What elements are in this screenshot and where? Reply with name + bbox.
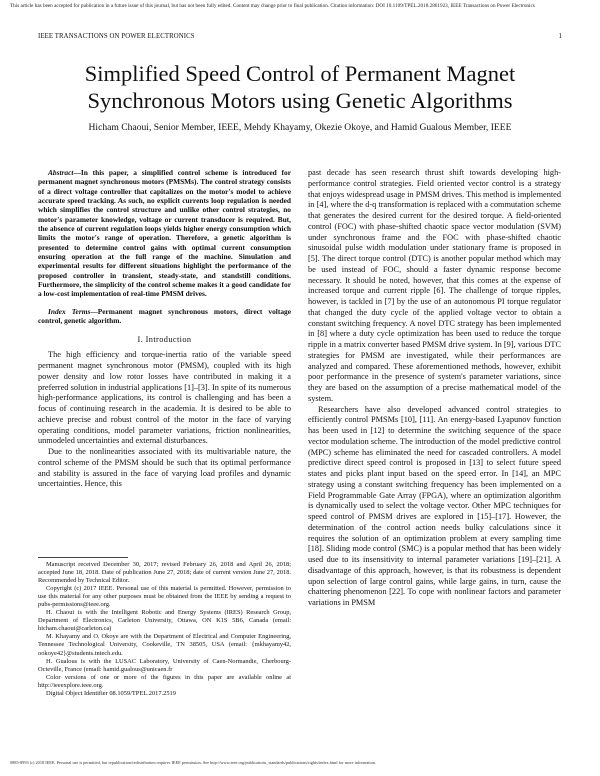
footnote: H. Chaoui is with the Intelligent Robotic and Energy Systems (IRES) Research Group, Department of Electronics, Carleton University, Ottawa, ON K1S 5B6, Canada (email: hicham.chaoui@carleton.ca) bbox=[38, 609, 291, 633]
author-list: Hicham Chaoui, Senior Member, IEEE, Mehdy Khayamy, Okezie Okoye, and Hamid Gualous Member, IEEE bbox=[88, 122, 512, 133]
abstract bbox=[38, 168, 291, 299]
abstract-label: Abstract bbox=[48, 168, 74, 177]
left-column bbox=[38, 168, 291, 490]
right-column bbox=[308, 168, 561, 609]
footnote: H. Gualous is with the LUSAC Laboratory, University of Caen-Normandie, Cherbourg-Octeville, France (email: hamid.gualous@unicaen.fr bbox=[38, 657, 291, 673]
running-head bbox=[38, 33, 562, 43]
paper-title: Simplified Speed Control of Permanent Magnet Synchronous Motors using Genetic Algorithms bbox=[84, 61, 516, 113]
footnote: Digital Object Identifier 08.1059/TPEL.2017.2519 bbox=[46, 689, 176, 697]
body-paragraph: Due to the nonlinearities associated with its multivariable nature, the control scheme of the PMSM should be such that its optimal performance and stability is assured in the face of varying load profiles and dynamic uncertainties. Hence, this bbox=[38, 447, 291, 489]
journal-name: IEEE TRANSACTIONS ON POWER ELECTRONICS bbox=[38, 33, 195, 40]
body-paragraph: Researchers have also developed advanced control strategies to efficiently control PMSMs [10], [11]. An energy-based Lyapunov function has been used in [12] to determine the switching sequence of the space vector modulation scheme. The introduction of the model predictive control (MPC) scheme has eliminated the need for cascaded controllers. A model predictive direct speed control is proposed in [13] to select future speed states and picks plant input based on the speed error. In [14], an MPC strategy using a constant switching frequency has been implemented on a Field Programmable Gate Array (FPGA), where an optimization algorithm is dynamically used to select the voltage vector. Other MPC techniques for speed control of PMSM drives are explored in [15]–[17]. However, the determination of the control action needs bulky calculations since it requires the solution of an optimization problem at every sampling time [18]. Sliding mode control (SMC) is a popular method that has been widely used due to its insensitivity to internal parameter variations [19]–[21]. A disadvantage of this approach, however, is that its robustness is dependent upon selection of large control gains, while large gains, in turn, cause the chattering phenomenon [22]. To cope with nonlinear factors and parameter variations in PMSM bbox=[308, 404, 561, 607]
section-heading: I. Introduction bbox=[137, 334, 192, 344]
body-paragraph: The high efficiency and torque-inertia ratio of the variable speed permanent magnet synchronous motor (PMSM), coupled with its high power density and low rotor losses have contributed in making it a preferred solution in industrial applications [1]–[3]. In spite of its numerous high-performance applications, its control is challenging and has been a focus of continuing research in the academia. It is desired to be able to achieve precise and robust control of the motor in the face of varying operating conditions, model parameter variations, friction nonlinearities, unmodeled uncertainties and external disturbances. bbox=[38, 350, 291, 446]
abstract-text: —In this paper, a simplified control scheme is introduced for permanent magnet synchronous motors (PMSMs). The control strategy consists of a direct voltage controller that capitalizes on the motor's model to achieve accurate speed tracking. As such, no explicit currents loop regulation is needed which simplifies the control structure and unlike other control strategies, no motor's parameter knowledge, voltage or current transducer is required. But, the absence of current regulation loops yields higher energy consumption which limits the motor's range of operation. Therefore, a genetic algorithm is presented to determine control gains with optimal current consumption ensuring operation at the full range of the machine. Simulation and experimental results for different situations highlight the performance of the proposed controller in transient, steady-state, and standstill conditions. Furthermore, the simplicity of the control scheme makes it a good candidate for a low-cost implementation of real-time PMSM drives. bbox=[38, 168, 291, 299]
footnote: M. Khayamy and O. Okoye are with the Department of Electrical and Computer Engineering, Tennessee Technological University, Cookeville, TN 38505, USA (email: {mkhayamy42, ookoye42}@students.tntech.edu. bbox=[38, 633, 291, 657]
index-terms-text: —Permanent magnet synchronous motors, direct voltage control, genetic algorithm. bbox=[38, 306, 291, 326]
footnote-rule bbox=[38, 557, 128, 558]
footnote: Color versions of one or more of the figures in this paper are available online at http://ieeexplore.ieee.org. bbox=[38, 673, 291, 689]
body-paragraph: past decade has seen research thrust shift towards developing high-performance control strategies. Field oriented vector control is a strategy that enjoys widespread usage in PMSM drives. This method is implemented in [4], where the d-q transformation is replaced with a commutation scheme that generates the desired current for the desired torque. A field-oriented control (FOC) with phase-shifted chaotic space vector modulation (SVM) under synchronous frame and the FOC with phase-shifted chaotic sinusoidal pulse width modulation under stationary frame is proposed in [5]. The direct torque control (DTC) is another popular method which may be used instead of FOC, should a faster dynamic response become necessary. It should be noted, however, that this comes at the expense of increased torque and current ripple [6]. The challenge of torque ripples, however, is tackled in [7] by the use of an autonomous PI torque regulator that changed the duty cycle of the applied voltage vector to obtain a constant switching frequency. A novel DTC strategy has been implemented in [8] where a duty cycle optimization has been used to reduce the torque ripple in a matrix converter based PMSM drive system. In [9], various DTC strategies for PMSM are investigated, while their performances are analyzed and compared. These aforementioned methods, however, exhibit poor performance in the presence of system's parameter variations, since they are based on the assumption of a precise mathematical model of the system. bbox=[308, 168, 561, 403]
page-number: 1 bbox=[558, 33, 562, 40]
index-terms bbox=[38, 307, 291, 326]
footnote: Copyright (c) 2017 IEEE. Personal use of this material is permitted. However, permission to use this material for any other purposes must be obtained from the IEEE by sending a request to pubs-permissions@ieee.org. bbox=[38, 585, 291, 609]
footnote: Manuscript received December 30, 2017; revised February 26, 2018 and April 26, 2018; accepted June 18, 2018. Date of publication June 27, 2018; date of current version June 27, 2018. Recommended by Technical Editor. bbox=[38, 561, 291, 585]
copyright-notice: 0885-8993 (c) 2018 IEEE. Personal use is permitted, but republication/redistribution requires IEEE permission. See http://www.ieee.org/publications_standards/publications/rights/index.html for more information. bbox=[10, 760, 376, 765]
index-terms-label: Index Terms bbox=[48, 306, 91, 316]
publication-notice: This article has been accepted for publication in a future issue of this journal, but has not been fully edited. Content may change prior to final publication. Citation information: DOI 10.1109/TPEL.2018.2861923, IEEE Transactions on Power Electronics bbox=[10, 3, 535, 9]
footnotes bbox=[38, 557, 291, 698]
